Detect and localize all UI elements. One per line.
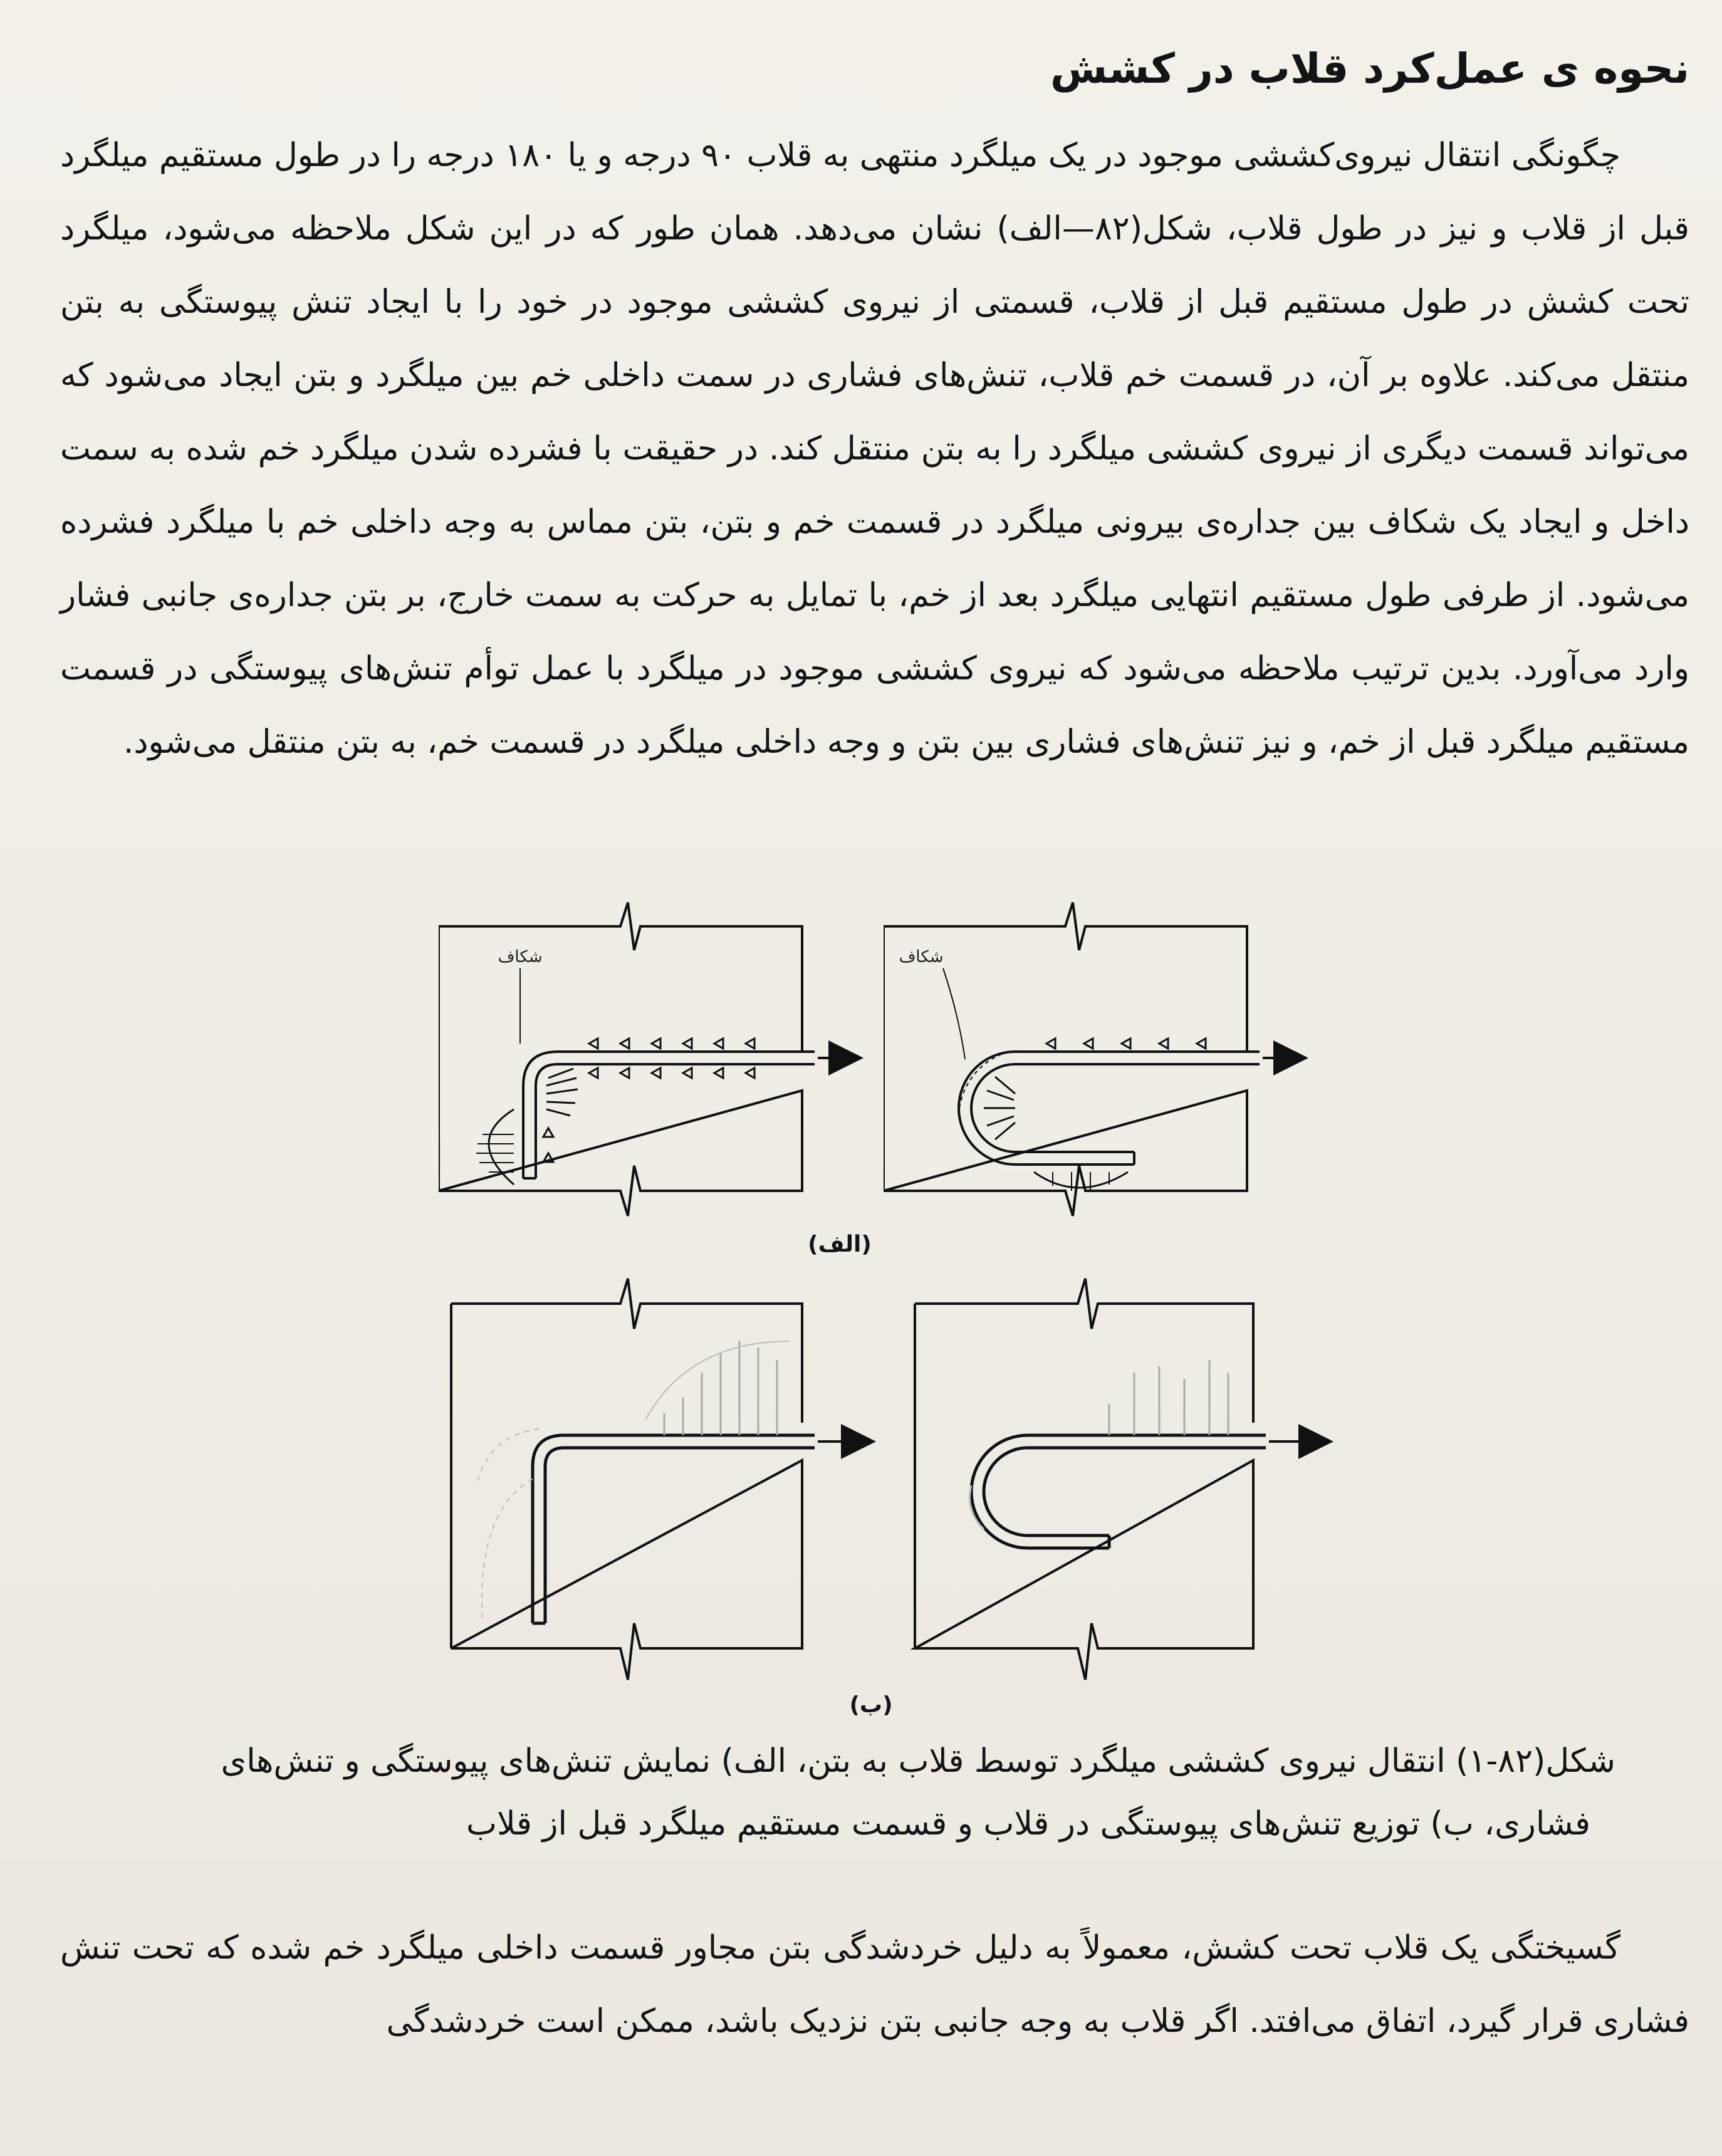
- crack-label-b: شکاف: [899, 948, 944, 966]
- caption-line-2: فشاری، ب) توزیع تنش‌های پیوستگی در قلاب و قسمت مستقیم میلگرد قبل از قلاب: [466, 1805, 1590, 1843]
- figure-b-hook-180: [902, 1272, 1354, 1686]
- crack-label-a: شکاف: [498, 948, 543, 966]
- figure-a-hook-180: [884, 890, 1335, 1228]
- figure-a-hook-90: [439, 890, 865, 1228]
- figure-caption: [93, 1730, 1615, 1855]
- caption-line-1: شکل(۸۲-۱) انتقال نیروی کششی میلگرد توسط قلاب به بتن، الف) نمایش تنش‌های پیوستگی و تنش‌های: [221, 1742, 1615, 1780]
- paragraph-failure: [60, 1912, 1689, 2058]
- figure-a-label: (الف): [808, 1232, 872, 1257]
- paragraph-2-text: گسیختگی یک قلاب تحت کشش، معمولاً به دلیل خردشدگی بتن مجاور قسمت داخلی میلگرد خم شده که تحت تنش فشاری قرار گیرد، اتفاق می‌افتد. اگر قلاب به وجه جانبی بتن نزدیک باشد، ممکن است خردشدگی: [60, 1929, 1689, 2040]
- paragraph-1-text: چگونگی انتقال نیروی‌کششی موجود در یک میلگرد منتهی به قلاب ۹۰ درجه و یا ۱۸۰ درجه را در طول مستقیم میلگرد قبل از قلاب و نیز در طول قلاب، شکل(۸۲—الف) نشان می‌دهد. همان طور که در این شکل ملاحظه می‌شود، میلگرد تحت کشش در طول مستقیم قبل از قلاب، قسمتی از نیروی کششی موجود در خود را با ایجاد تنش پیوستگی به بتن منتقل می‌کند. علاوه بر آن، در قسمت خم قلاب، تنش‌های فشاری در سمت داخلی خم بین میلگرد و بتن ایجاد می‌شود که می‌تواند قسمت دیگری از نیروی کششی میلگرد را به بتن منتقل کند. در حقیقت با فشرده شدن میلگرد خم شده به سمت داخل و ایجاد یک شکاف بین جداره‌ی بیرونی میلگرد در قسمت خم و بتن، بتن مماس به وجه داخلی خم با میلگرد فشرده می‌شود. از طرفی طول مستقیم انتهایی میلگرد بعد از خم، با تمایل به حرکت به سمت خارج، بر بتن جداره‌ی جانبی فشار وارد می‌آورد. بدین ترتیب ملاحظه می‌شود که نیروی کششی موجود در میلگرد با عمل توأم تنش‌های پیوستگی در قسمت مستقیم میلگرد قبل از خم، و نیز تنش‌های فشاری بین بتن و وجه داخلی میلگرد در قسمت خم، به بتن منتقل می‌شود.: [60, 137, 1690, 761]
- figure-b-label: (ب): [849, 1692, 893, 1718]
- section-title: نحوه ی عمل‌کرد قلاب در کشش: [1050, 44, 1689, 93]
- paragraph-hook-action: [60, 119, 1689, 779]
- figure-b-hook-90: [439, 1272, 890, 1686]
